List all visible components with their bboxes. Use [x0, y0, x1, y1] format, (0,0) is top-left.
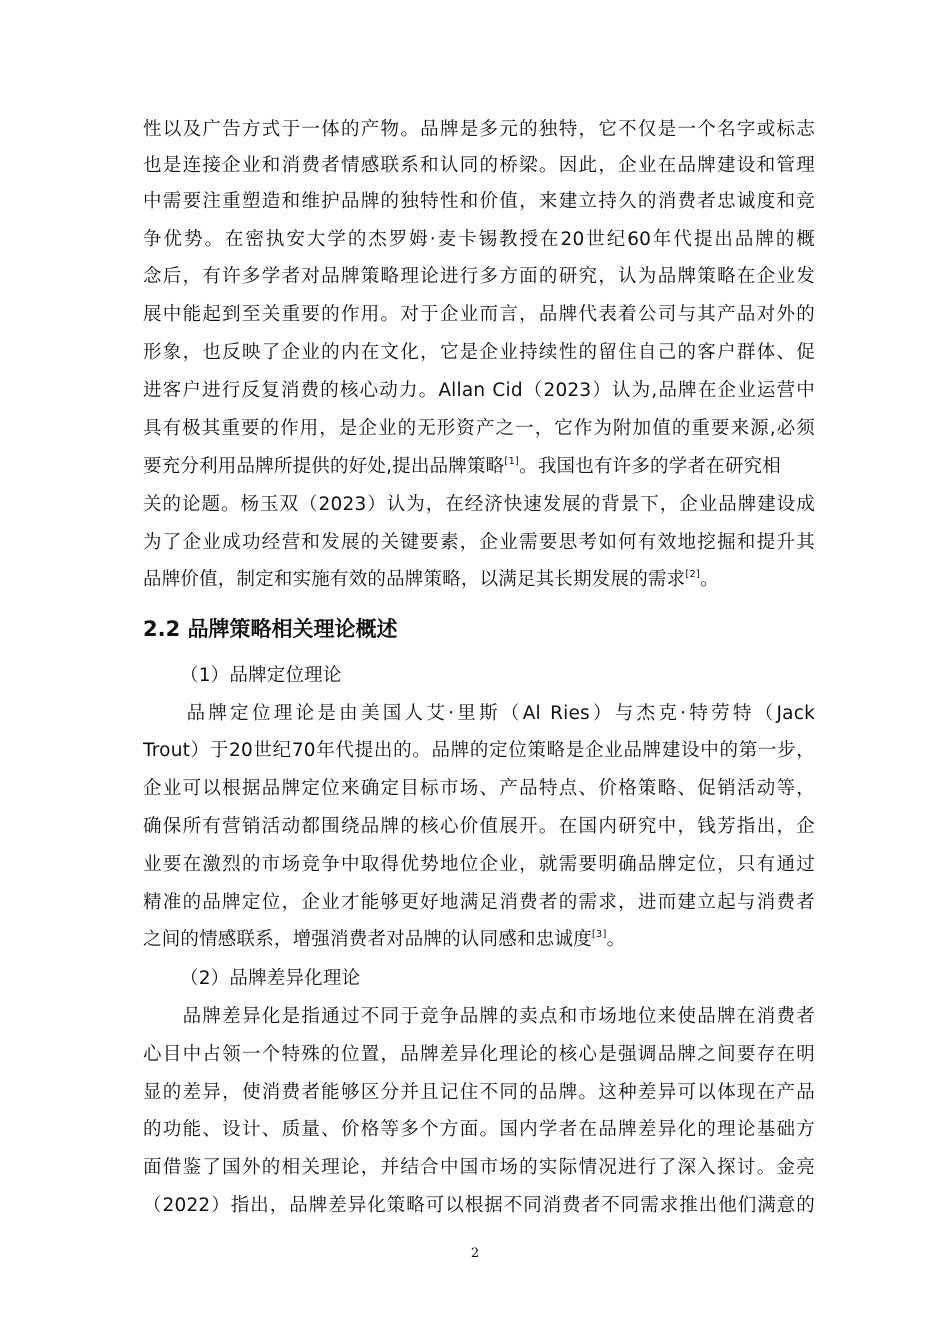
paragraph-line: 中需要注重塑造和维护品牌的独特性和价值，来建立持久的消费者忠诚度和竞	[143, 191, 815, 212]
paragraph-line: 的功能、设计、质量、价格等多个方面。国内学者在品牌差异化的理论基础方	[143, 1119, 815, 1140]
paragraph-line: 关的论题。杨玉双（2023）认为，在经济快速发展的背景下，企业品牌建设成	[143, 494, 815, 515]
citation-marker: [2]	[685, 569, 701, 580]
paragraph-line: 念后，有许多学者对品牌策略理论进行多方面的研究，认为品牌策略在企业发	[143, 266, 815, 287]
paragraph-line: 也是连接企业和消费者情感联系和认同的桥梁。因此，企业在品牌建设和管理	[143, 155, 815, 176]
paragraph-line: 为了企业成功经营和发展的关键要素，企业需要思考如何有效地挖掘和提升其	[143, 532, 815, 553]
paragraph-text: 品牌价值，制定和实施有效的品牌策略，以满足其长期发展的需求	[143, 569, 686, 590]
paragraph-text: 。我国也有许多的学者在研究相	[519, 456, 781, 477]
paragraph-line: 确保所有营销活动都围绕品牌的核心价值展开。在国内研究中，钱芳指出，企	[143, 816, 815, 837]
paragraph-line: 具有极其重要的作用，是企业的无形资产之一，它作为附加值的重要来源,必须	[143, 418, 815, 439]
citation-marker: [1]	[504, 456, 520, 467]
paragraph-line: 进客户进行反复消费的核心动力。Allan Cid（2023）认为,品牌在企业运营中	[143, 380, 815, 401]
paragraph-line: 业要在激烈的市场竞争中取得优势地位企业，就需要明确品牌定位，只有通过	[143, 854, 815, 875]
paragraph-line: 心目中占领一个特殊的位置，品牌差异化理论的核心是强调品牌之间要存在明	[143, 1044, 815, 1065]
paragraph-line	[143, 567, 815, 593]
paragraph-line: 展中能起到至关重要的作用。对于企业而言，品牌代表着公司与其产品对外的	[143, 304, 815, 325]
paragraph-line: 形象，也反映了企业的内在文化，它是企业持续性的留住自己的客户群体、促	[143, 342, 815, 363]
section-heading: 2.2 品牌策略相关理论概述	[143, 617, 398, 641]
page-number: 2	[470, 1246, 480, 1261]
paragraph-text: 。	[700, 569, 719, 590]
subsection-title: （1）品牌定位理论	[180, 665, 342, 686]
paragraph-line	[143, 454, 815, 480]
paragraph-line: 性以及广告方式于一体的产物。品牌是多元的独特，它不仅是一个名字或标志	[143, 119, 815, 140]
paragraph-text: 之间的情感联系，增强消费者对品牌的认同感和忠诚度	[143, 929, 592, 950]
paragraph-line: Trout）于20世纪70年代提出的。品牌的定位策略是企业品牌建设中的第一步，	[143, 740, 815, 761]
paragraph-text: 要充分利用品牌所提供的好处,提出品牌策略	[143, 456, 505, 477]
paragraph-line	[143, 927, 815, 953]
paragraph-line: （2022）指出，品牌差异化策略可以根据不同消费者不同需求推出他们满意的	[143, 1195, 815, 1216]
paragraph-line: 企业可以根据品牌定位来确定目标市场、产品特点、价格策略、促销活动等，	[143, 778, 815, 799]
paragraph-line: 面借鉴了国外的相关理论，并结合中国市场的实际情况进行了深入探讨。金亮	[143, 1157, 815, 1178]
paragraph-line: 品牌定位理论是由美国人艾·里斯（Al Ries）与杰克·特劳特（Jack	[143, 703, 815, 724]
citation-marker: [3]	[591, 929, 607, 940]
paragraph-line: 争优势。在密执安大学的杰罗姆·麦卡锡教授在20世纪60年代提出品牌的概	[143, 229, 815, 250]
paragraph-line: 品牌差异化是指通过不同于竞争品牌的卖点和市场地位来使品牌在消费者	[143, 1006, 815, 1027]
paragraph-line: 精准的品牌定位，企业才能够更好地满足消费者的需求，进而建立起与消费者	[143, 892, 815, 913]
paragraph-line: 显的差异，使消费者能够区分并且记住不同的品牌。这种差异可以体现在产品	[143, 1082, 815, 1103]
paragraph-text: 。	[606, 929, 626, 950]
subsection-title: （2）品牌差异化理论	[180, 968, 361, 989]
